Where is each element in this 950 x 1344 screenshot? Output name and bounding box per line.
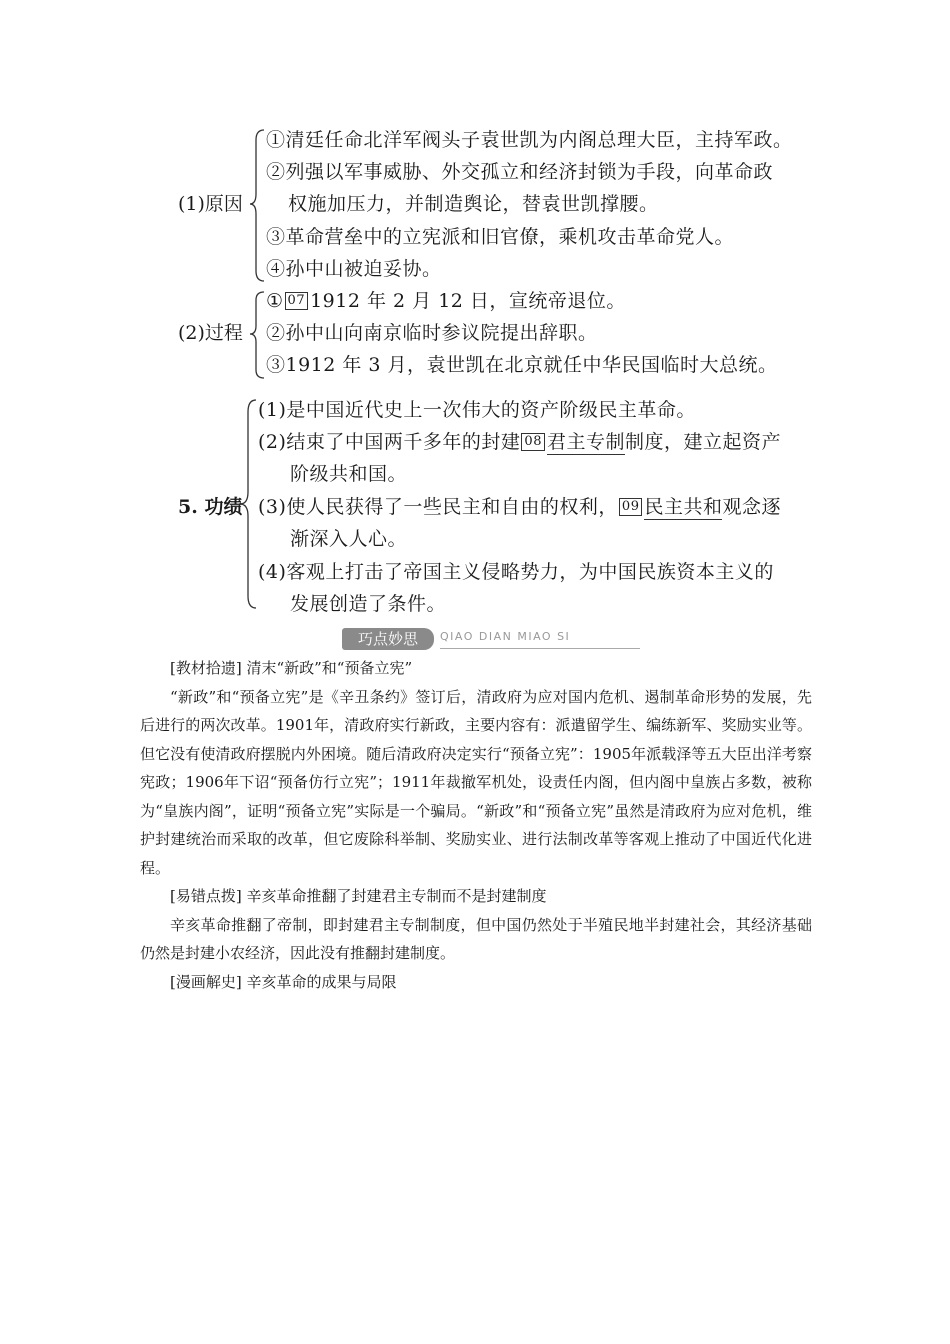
banner-subtitle: QIAO DIAN MIAO SI xyxy=(440,630,571,643)
achievement-item-3-a: (3)使人民获得了一些民主和自由的权利， xyxy=(258,496,618,518)
process-label: (2)过程 xyxy=(178,322,243,344)
achievement-item-3 xyxy=(258,491,781,523)
cause-item-3: ③革命营垒中的立宪派和旧官僚，乘机攻击革命党人。 xyxy=(266,226,735,248)
achievement-item-3-cont: 渐深入人心。 xyxy=(290,528,408,550)
answer-08-text: 君主专制 xyxy=(546,431,625,453)
cause-item-2: ②列强以军事威胁、外交孤立和经济封锁为手段，向革命政 xyxy=(266,161,774,183)
note-1-heading: [教材拾遗] 清末“新政”和“预备立宪” xyxy=(170,659,413,677)
process-brace xyxy=(248,290,268,380)
answer-09-text: 民主共和 xyxy=(644,496,723,518)
banner-rule xyxy=(440,648,640,649)
answer-box-08: 08 xyxy=(521,433,545,451)
achievement-item-2 xyxy=(258,426,781,458)
achievement-item-4-cont: 发展创造了条件。 xyxy=(290,593,447,615)
note-3-heading: [漫画解史] 辛亥革命的成果与局限 xyxy=(170,972,397,991)
note-2-heading: [易错点拨] 辛亥革命推翻了封建君主专制而不是封建制度 xyxy=(170,887,547,905)
process-item-1-prefix: ① xyxy=(266,290,284,312)
achievement-item-2-a: (2)结束了中国两千多年的封建 xyxy=(258,431,521,453)
achievement-item-1: (1)是中国近代史上一次伟大的资产阶级民主革命。 xyxy=(258,399,696,421)
note-1-body: “新政”和“预备立宪”是《辛丑条约》签订后，清政府为应对国内危机、遏制革命形势的发展，先后进行的两次改革。1901年，清政府实行新政，主要内容有：派遣留学生、编练新军、奖励实业等。但它没有使清政府摆脱内外困境。随后清政府决定实行“预备立宪”：1905年派载泽等五大臣出洋考察宪政；1906年下诏“预备仿行立宪”；1911年裁撤军机处，设责任内阁，但内阁中皇族占多数，被称为“皇族内阁”，证明“预备立宪”实际是一个骗局。“新政”和“预备立宪”虽然是清政府为应对危机，维护封建统治而采取的改革，但它废除科举制、奖励实业、进行法制改革等客观上推动了中国近代化进程。 xyxy=(140,687,812,877)
achievement-brace xyxy=(238,398,260,610)
cause-brace xyxy=(248,128,268,283)
banner-title: 巧点妙思 xyxy=(342,628,434,650)
process-item-3: ③1912 年 3 月，袁世凯在北京就任中华民国临时大总统。 xyxy=(266,354,778,376)
cause-item-2-cont: 权施加压力，并制造舆论，替袁世凯撑腰。 xyxy=(288,193,659,215)
cause-item-1: ①清廷任命北洋军阀头子袁世凯为内阁总理大臣，主持军政。 xyxy=(266,129,793,151)
note-2-body: 辛亥革命推翻了帝制，即封建君主专制制度，但中国仍然处于半殖民地半封建社会，其经济基础仍然是封建小农经济，因此没有推翻封建制度。 xyxy=(140,915,812,962)
tips-banner xyxy=(342,628,642,650)
answer-box-07: 07 xyxy=(285,292,309,310)
achievement-label: 5. 功绩 xyxy=(178,496,243,518)
achievement-item-2-cont: 阶级共和国。 xyxy=(290,463,408,485)
answer-box-09: 09 xyxy=(619,498,643,516)
achievement-item-4: (4)客观上打击了帝国主义侵略势力，为中国民族资本主义的 xyxy=(258,561,774,583)
process-item-2: ②孙中山向南京临时参议院提出辞职。 xyxy=(266,322,598,344)
cause-label: (1)原因 xyxy=(178,193,243,215)
process-item-1-text: 1912 年 2 月 12 日，宣统帝退位。 xyxy=(310,290,626,312)
process-item-1 xyxy=(266,285,626,317)
achievement-item-2-b: 制度，建立起资产 xyxy=(624,431,781,453)
cause-item-4: ④孙中山被迫妥协。 xyxy=(266,258,442,280)
notes-section xyxy=(140,654,812,996)
achievement-item-3-b: 观念逐 xyxy=(722,496,781,518)
